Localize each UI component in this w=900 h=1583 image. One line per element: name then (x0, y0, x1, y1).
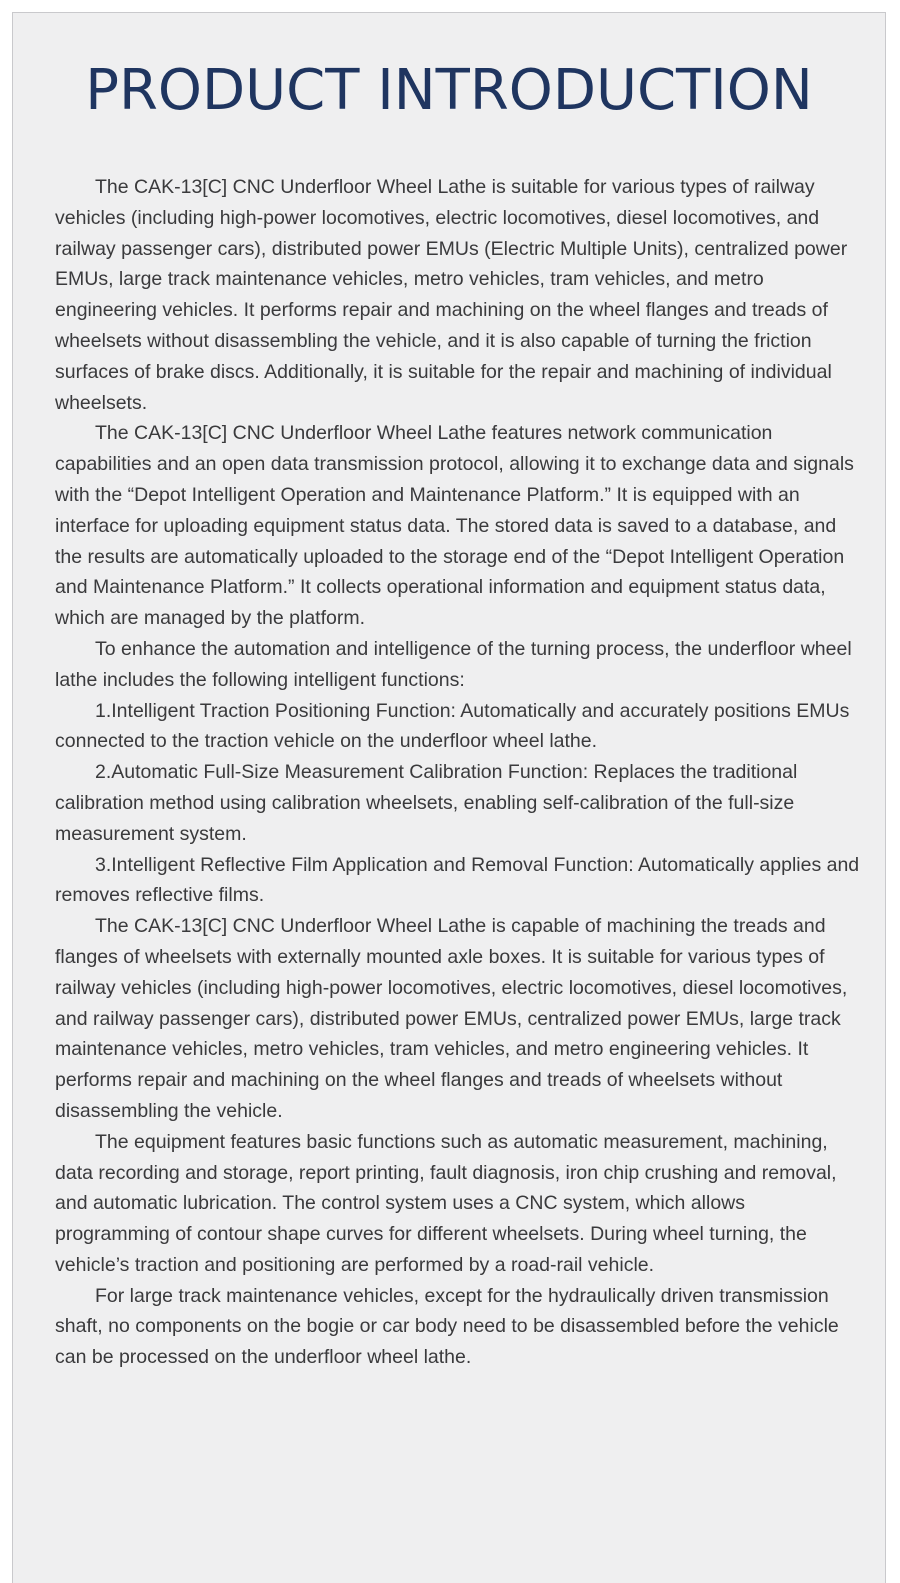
paragraph-intelligent-functions-intro: To enhance the automation and intelligence of the turning process, the underfloor wheel lathe includes the following intelligent functions: (55, 637, 852, 691)
paragraph-axle-boxes: The CAK-13[C] CNC Underfloor Wheel Lathe is capable of machining the treads and flanges of wheelsets with externally mounted axle boxes. It is suitable for various types of railway vehicles (including high-power locomotives, electric locomotives, diesel locomotives, and railway passenger cars), distributed power EMUs, centralized power EMUs, large track maintenance vehicles, metro vehicles, tram vehicles, and metro engineering vehicles. It performs repair and machining on the wheel flanges and treads of wheelsets without disassembling the vehicle. (55, 915, 848, 1122)
paragraph-network-communication: The CAK-13[C] CNC Underfloor Wheel Lathe features network communication capabilities and an open data transmission protocol, allowing it to exchange data and signals with the “Depot Intelligent Operation and Maintenance Platform.” It is equipped with an interface for uploading equipment status data. The stored data is saved to a database, and the results are automatically uploaded to the storage end of the “Depot Intelligent Operation and Maintenance Platform.” It collects operational information and equipment status data, which are managed by the platform. (55, 422, 854, 630)
paragraph-function-reflective-film: 3.Intelligent Reflective Film Application and Removal Function: Automatically applies and removes reflective films. (55, 853, 860, 907)
paragraph-overview: The CAK-13[C] CNC Underfloor Wheel Lathe is suitable for various types of railway vehicles (including high-power locomotives, electric locomotives, diesel locomotives, and railway passenger cars), distributed power EMUs (Electric Multiple Units), centralized power EMUs, large track maintenance vehicles, metro vehicles, tram vehicles, and metro engineering vehicles. It performs repair and machining on the wheel flanges and treads of wheelsets without disassembling the vehicle, and it is also capable of turning the friction surfaces of brake discs. Additionally, it is suitable for the repair and machining of individual wheelsets. (55, 176, 848, 414)
paragraph-function-calibration: 2.Automatic Full-Size Measurement Calibration Function: Replaces the traditional calibration method using calibration wheelsets, enabling self-calibration of the full-size measurement system. (55, 761, 798, 845)
page-title: PRODUCT INTRODUCTION (85, 58, 813, 123)
product-introduction-card (12, 12, 886, 1583)
paragraph-track-maintenance: For large track maintenance vehicles, except for the hydraulically driven transmission shaft, no components on the bogie or car body need to be disassembled before the vehicle can be processed on the underfloor wheel lathe. (55, 1284, 839, 1369)
introduction-body (55, 172, 861, 1373)
paragraph-basic-functions: The equipment features basic functions such as automatic measurement, machining, data recording and storage, report printing, fault diagnosis, iron chip crushing and removal, and automatic lubrication. The control system uses a CNC system, which allows programming of contour shape curves for different wheelsets. During wheel turning, the vehicle’s traction and positioning are performed by a road-rail vehicle. (55, 1130, 837, 1276)
paragraph-function-traction-positioning: 1.Intelligent Traction Positioning Function: Automatically and accurately positions EMUs connected to the traction vehicle on the underfloor wheel lathe. (55, 699, 850, 753)
